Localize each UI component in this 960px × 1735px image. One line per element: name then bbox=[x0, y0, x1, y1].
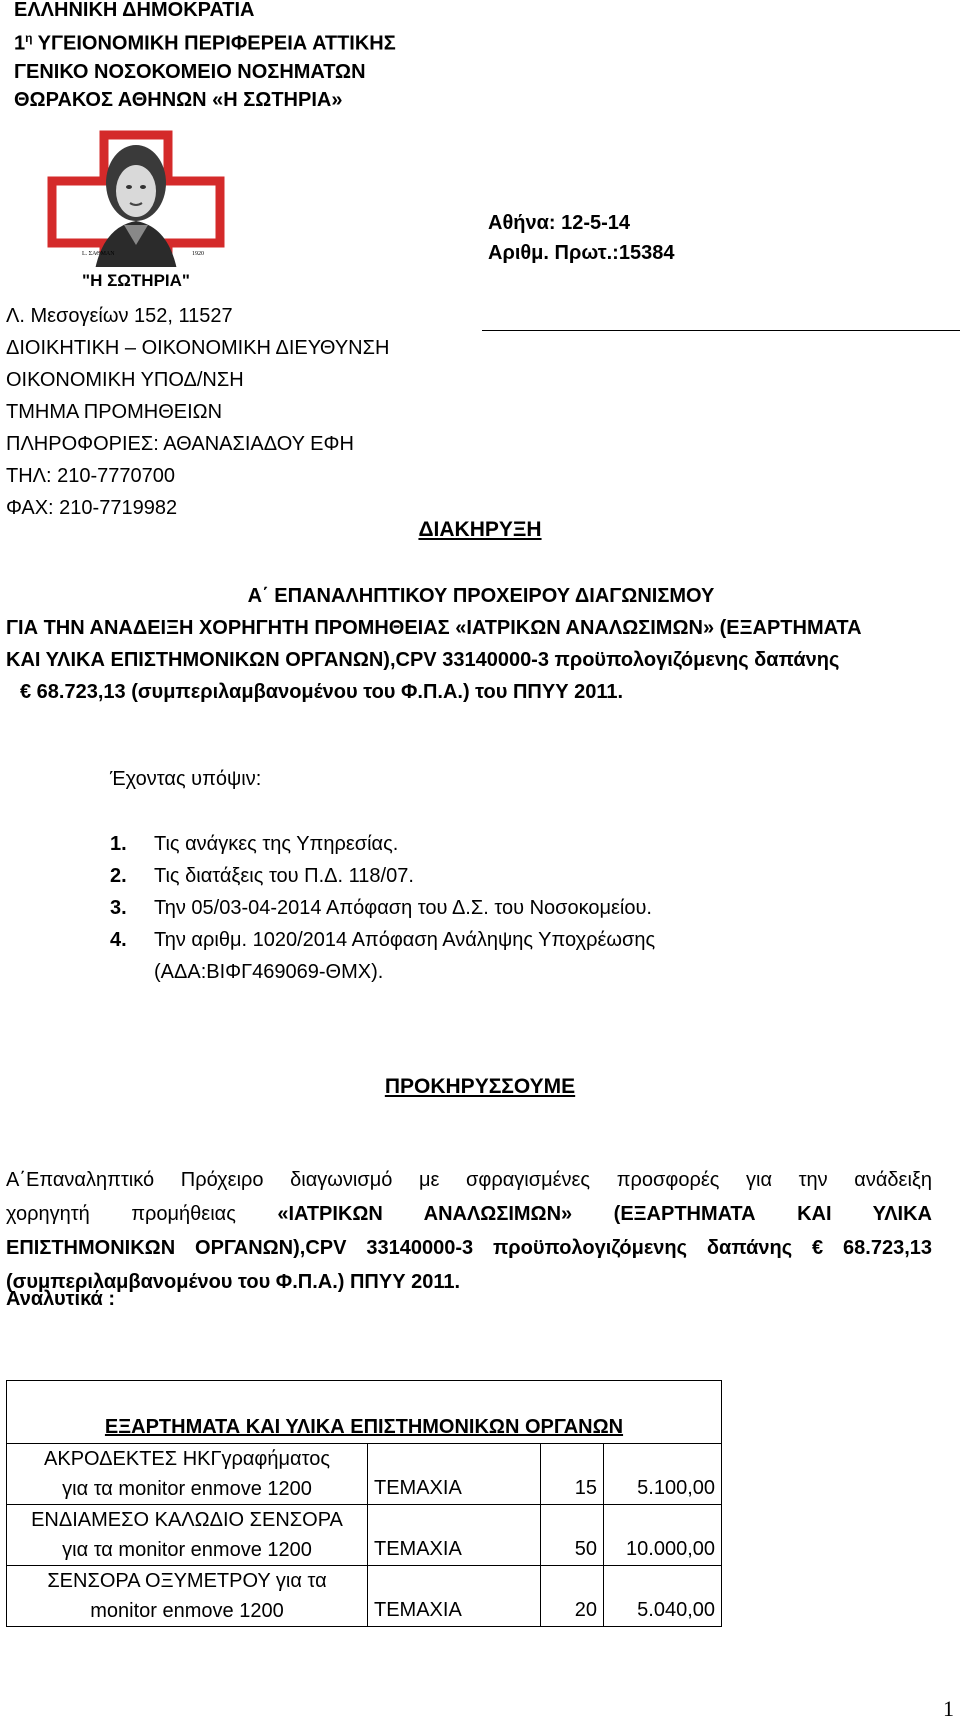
item-quantity: 50 bbox=[541, 1505, 604, 1566]
item-amount: 10.000,00 bbox=[604, 1505, 722, 1566]
item-quantity: 20 bbox=[541, 1566, 604, 1627]
subject-line: Α΄ ΕΠΑΝΑΛΗΠΤΙΚΟΥ ΠΡΟΧΕΙΡΟΥ ΔΙΑΓΩΝΙΣΜΟΥ bbox=[247, 585, 715, 607]
body-paragraph bbox=[6, 1163, 932, 1299]
svg-text:L. ΣΑΘΜΑΝ: L. ΣΑΘΜΑΝ bbox=[82, 251, 115, 257]
address-line: ΟΙΚΟΝΟΜΙΚΗ ΥΠΟΔ/ΝΣΗ bbox=[6, 369, 244, 391]
body-line: Α΄Επαναληπτικό Πρόχειρο διαγωνισμό με σφραγισμένες προσφορές για την ανάδειξη bbox=[6, 1169, 932, 1191]
list-item: 4. Την αριθμ. 1020/2014 Απόφαση Ανάληψης Υποχρέωσης bbox=[110, 929, 656, 951]
protocol-number: Αριθμ. Πρωτ.:15384 bbox=[488, 242, 675, 264]
header-line: ΘΩΡΑΚΟΣ ΑΘΗΝΩΝ «Η ΣΩΤΗΡΙΑ» bbox=[14, 88, 343, 111]
header-line: ΕΛΛΗΝΙΚΗ ΔΗΜΟΚΡΑΤΙΑ bbox=[14, 0, 255, 21]
table-header: ΕΞΑΡΤΗΜΑΤΑ ΚΑΙ ΥΛΙΚΑ ΕΠΙΣΤΗΜΟΝΙΚΩΝ ΟΡΓΑΝΩΝ bbox=[7, 1381, 722, 1444]
address-line: ΠΛΗΡΟΦΟΡΙΕΣ: ΑΘΑΝΑΣΙΑΔΟΥ ΕΦΗ bbox=[6, 433, 354, 455]
divider bbox=[482, 330, 960, 331]
item-description: ΑΚΡΟΔΕΚΤΕΣ ΗΚΓγραφήματος για τα monitor enmove 1200 bbox=[7, 1444, 368, 1505]
table-row bbox=[7, 1444, 722, 1505]
svg-text:"Η ΣΩΤΗΡΙΑ": "Η ΣΩΤΗΡΙΑ" bbox=[82, 271, 190, 290]
item-quantity: 15 bbox=[541, 1444, 604, 1505]
table-row bbox=[7, 1566, 722, 1627]
subject-line: € 68.723,13 (συμπεριλαμβανομένου του Φ.Π.Α.) του ΠΠΥΥ 2011. bbox=[20, 681, 624, 703]
subject-line: ΓΙΑ ΤΗΝ ΑΝΑΔΕΙΞΗ ΧΟΡΗΓΗΤΗ ΠΡΟΜΗΘΕΙΑΣ «ΙΑΤΡΙΚΩΝ ΑΝΑΛΩΣΙΜΩΝ» (ΕΞΑΡΤΗΜΑΤΑ bbox=[6, 617, 862, 639]
body-line: χορηγητή προμήθειας «ΙΑΤΡΙΚΩΝ ΑΝΑΛΩΣΙΜΩΝ» (ΕΞΑΡΤΗΜΑΤΑ ΚΑΙ ΥΛΙΚΑ bbox=[6, 1203, 932, 1225]
date-block bbox=[488, 208, 674, 268]
considerations-intro: Έχοντας υπόψιν: bbox=[110, 768, 262, 790]
address-line: ΤΜΗΜΑ ΠΡΟΜΗΘΕΙΩΝ bbox=[6, 401, 223, 423]
proclamation-title: ΠΡΟΚΗΡΥΣΣΟΥΜΕ bbox=[384, 1075, 576, 1098]
address-line: ΔΙΟΙΚΗΤΙΚΗ – ΟΙΚΟΝΟΜΙΚΗ ΔΙΕΥΘΥΝΣΗ bbox=[6, 337, 390, 359]
document-title: ΔΙΑΚΗΡΥΞΗ bbox=[418, 518, 542, 541]
list-item: 1. Τις ανάγκες της Υπηρεσίας. bbox=[110, 833, 399, 855]
detail-label: Αναλυτικά : bbox=[6, 1288, 116, 1310]
body-line: ΕΠΙΣΤΗΜΟΝΙΚΩΝ ΟΡΓΑΝΩΝ),CPV 33140000-3 προϋπολογιζόμενης δαπάνης € 68.723,13 bbox=[6, 1237, 932, 1259]
address-line: Λ. Μεσογείων 152, 11527 bbox=[6, 305, 233, 327]
address-block bbox=[6, 300, 389, 524]
table-row bbox=[7, 1505, 722, 1566]
item-unit: ΤΕΜΑΧΙΑ bbox=[368, 1444, 541, 1505]
list-item: 2. Τις διατάξεις του Π.Δ. 118/07. bbox=[110, 865, 414, 887]
item-amount: 5.100,00 bbox=[604, 1444, 722, 1505]
header-line: ΓΕΝΙΚΟ ΝΟΣΟΚΟΜΕΙΟ ΝΟΣΗΜΑΤΩΝ bbox=[14, 60, 366, 83]
list-item: 3. Την 05/03-04-2014 Απόφαση του Δ.Σ. του Νοσοκομείου. bbox=[110, 897, 652, 919]
item-amount: 5.040,00 bbox=[604, 1566, 722, 1627]
list-item: (ΑΔΑ:ΒΙΦΓ469069-ΘΜΧ). bbox=[154, 961, 384, 983]
item-description: ΣΕΝΣΟΡΑ ΟΞΥΜΕΤΡΟΥ για τα monitor enmove 1200 bbox=[7, 1566, 368, 1627]
document-date: Αθήνα: 12-5-14 bbox=[488, 212, 631, 234]
svg-text:1920: 1920 bbox=[192, 251, 204, 257]
item-description: ΕΝΔΙΑΜΕΣΟ ΚΑΛΩΔΙΟ ΣΕΝΣΟΡΑ για τα monitor enmove 1200 bbox=[7, 1505, 368, 1566]
page-number: 1 bbox=[943, 1696, 954, 1721]
red-cross-logo-icon bbox=[44, 125, 228, 291]
header-block bbox=[14, 0, 396, 114]
items-table bbox=[6, 1380, 722, 1627]
body-line: (συμπεριλαμβανομένου του Φ.Π.Α.) ΠΠΥΥ 2011. bbox=[6, 1271, 461, 1293]
hospital-logo bbox=[44, 125, 228, 291]
table-header-row bbox=[7, 1381, 722, 1444]
item-unit: ΤΕΜΑΧΙΑ bbox=[368, 1566, 541, 1627]
header-line: $1^\eta$ ΥΓΕΙΟΝΟΜΙΚΗ ΠΕΡΙΦΕΡΕΙΑ ΑΤΤΙΚΗΣ bbox=[14, 31, 396, 55]
address-line: ΤΗΛ: 210-7770700 bbox=[6, 465, 176, 487]
subject-line: ΚΑΙ ΥΛΙΚΑ ΕΠΙΣΤΗΜΟΝΙΚΩΝ ΟΡΓΑΝΩΝ),CPV 33140000-3 προϋπολογιζόμενης δαπάνης bbox=[6, 649, 840, 671]
considerations-list bbox=[110, 828, 655, 988]
item-unit: ΤΕΜΑΧΙΑ bbox=[368, 1505, 541, 1566]
subject-block bbox=[6, 580, 956, 708]
address-line: ΦΑΧ: 210-7719982 bbox=[6, 497, 178, 519]
